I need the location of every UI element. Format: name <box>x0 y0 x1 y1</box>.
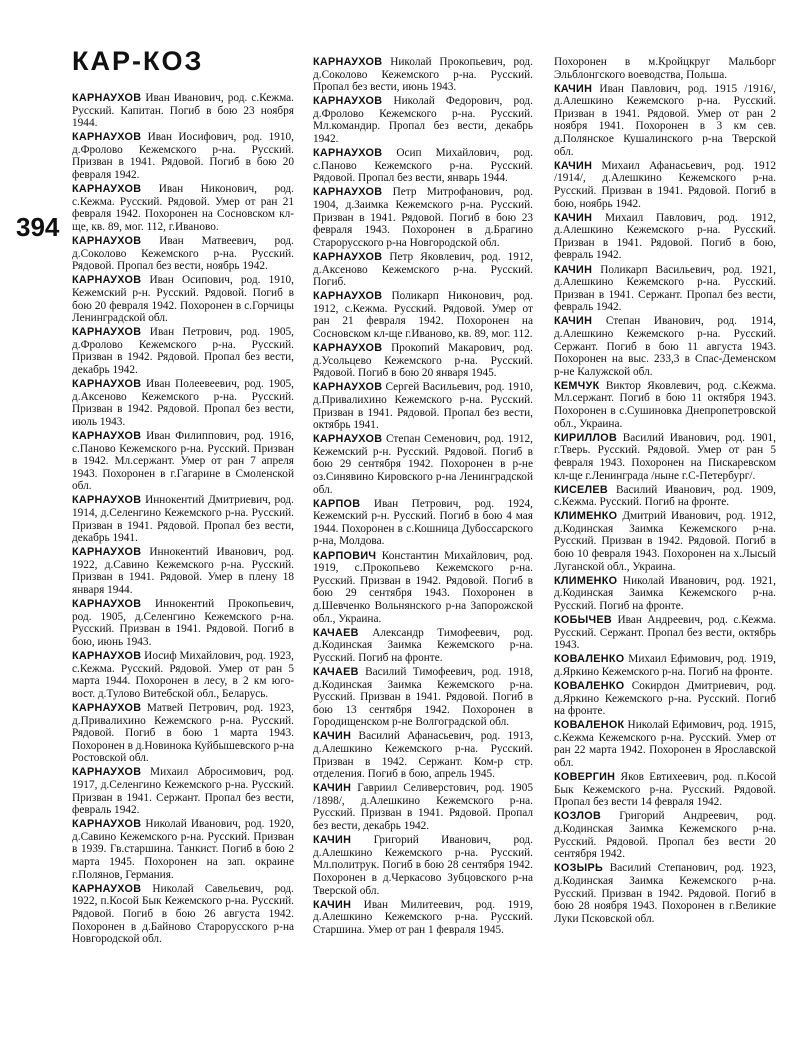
entry-surname: КАЧИН <box>554 211 593 224</box>
entry-text: Иван Матвеевич, род. д.Соколово Кежемского р-на. Русский. Рядовой. Пропал без вести, ноябрь 1942. <box>72 235 294 273</box>
entry-text: Виктор Яковлевич, род. с.Кежма. Мл.сержант. Погиб в бою 11 октября 1943. Похоронен в с.Сушиновка Днепропетровской обл., Украина. <box>554 379 776 430</box>
entry-surname: КАРНАУХОВ <box>72 274 142 287</box>
entry <box>554 719 776 769</box>
entry <box>554 264 776 314</box>
entry <box>313 56 533 94</box>
entry-surname: КАЧИН <box>313 898 352 911</box>
entry <box>313 498 533 548</box>
entry-surname: КАРНАУХОВ <box>313 95 383 108</box>
entry <box>554 380 776 430</box>
entry <box>554 212 776 262</box>
entry-surname: КАЧИН <box>313 782 352 795</box>
entry-surname: КЛИМЕНКО <box>554 510 618 523</box>
entry-text: Осип Михайлович, род. с.Паново Кежемского р-на. Русский. Рядовой. Пропал без вести, январь 1944. <box>313 147 533 185</box>
entry-text: Николай Иванович, род. 1920, д.Савино Кежемского р-на. Русский. Призван в 1939. Гв.старшина. Танкист. Погиб в бою 2 марта 1945. Похоронен на зап. окраине г.Полянов, Германия. <box>72 818 294 881</box>
entry <box>554 810 776 860</box>
entry-text: Василий Степанович, род. 1923, д.Кодинская Заимка Кежемского р-на. Русский. Призван в 1942. Рядовой. Погиб в бою 28 ноября 1943. Похоронен в г.Великие Луки Псковской обл. <box>554 862 776 925</box>
entry-surname: КАРНАУХОВ <box>72 92 142 104</box>
entry <box>72 494 294 544</box>
entry-surname: КОВАЛЕНОК <box>554 719 625 732</box>
entry-surname: КОЗЫРЬ <box>554 862 604 875</box>
entry <box>313 251 533 289</box>
entry-text: Поликарп Никонович, род. 1912, с.Кежма. Русский. Рядовой. Умер от ран 21 февраля 1942. Похоронен на Сосновском кл-ще г.Иваново, кв. 89, мог. 112. <box>313 290 533 340</box>
entry-text: Иннокентий Иванович, род. 1922, д.Савино Кежемского р-на. Русский. Призван в 1941. Рядовой. Умер в плену 18 января 1944. <box>72 546 294 597</box>
entry-surname: КЛИМЕНКО <box>554 574 618 587</box>
entry <box>313 381 533 431</box>
entry <box>72 546 294 596</box>
entry-surname: КАЧИН <box>313 730 352 743</box>
entry <box>313 834 533 897</box>
entry-text: Константин Михайлович, род. 1919, с.Прокопьево Кежемского р-на. Русский. Призван в 1942. Рядовой. Погиб в бою 29 сентября 1943. Похоронен в д.Шевченко Вольнянского р-на Запорожской обл., Украина. <box>313 549 533 625</box>
entry-text: Василий Афанасьевич, род. 1913, д.Алешкино Кежемского р-на. Русский. Призван в 1942. Сержант. Ком-р стр. отделения. Погиб в бою, апрель 1945. <box>313 730 533 781</box>
entry <box>313 782 533 832</box>
entry-surname: КАЧИН <box>554 315 593 328</box>
entry <box>313 433 533 496</box>
entry <box>313 730 533 780</box>
entry-surname: КИСЕЛЕВ <box>554 483 609 496</box>
entry <box>554 432 776 482</box>
entry <box>313 342 533 380</box>
entry-surname: КАРНАУХОВ <box>72 326 142 339</box>
entry-text: Иосиф Михайлович, род. 1923, с.Кежма. Русский. Рядовой. Умер от ран 5 марта 1944. Похоронен в лесу, в 2 км юго-вост. д.Тулово Витебской обл., Беларусь. <box>72 650 294 700</box>
entry-text: Василий Иванович, род. 1909, с.Кежма. Русский. Погиб на фронте. <box>554 483 776 509</box>
entry-text: Степан Семенович, род. 1912, Кежемский р-н. Русский. Рядовой. Погиб в бою 29 сентября 1942. Похоронен в р-не оз.Синявино Кировского р-на Ленинградской обл. <box>313 433 533 496</box>
entry-surname: КИРИЛЛОВ <box>554 431 618 444</box>
entry-surname: КОЗЛОВ <box>554 810 602 823</box>
entry-text: Иван Петрович, род. 1924, Кежемский р-н. Русский. Погиб в бою 4 мая 1944. Похоронен в с.Кошница Дубоссарского р-на, Молдова. <box>313 497 533 548</box>
entry-text: Прокопий Макарович, род. д.Усольцево Кежемского р-на. Русский. Рядовой. Погиб в бою 20 января 1945. <box>313 342 533 380</box>
entry-text: Иван Иванович, род. с.Кежма. Русский. Капитан. Погиб в бою 23 ноября 1944. <box>72 92 294 130</box>
entry-surname: КАРПОВИЧ <box>313 549 377 562</box>
entry-text: Матвей Петрович, род. 1923, д.Привалихино Кежемского р-на. Русский. Рядовой. Погиб в бою 1 марта 1943. Похоронен в д.Новинока Куйбышевского р-на Ростовской обл. <box>72 701 294 765</box>
entry <box>72 766 294 816</box>
entry-surname: КАРНАУХОВ <box>72 378 142 391</box>
entry-text: Поликарп Васильевич, род. 1921, д.Алешкино Кежемского р-на. Русский. Призван в 1941. Сержант. Пропал без вести, февраль 1942. <box>554 263 776 314</box>
entry-surname: КАРНАУХОВ <box>313 186 383 199</box>
entry-text: Иван Никонович, род. с.Кежма. Русский. Рядовой. Умер от ран 21 февраля 1942. Похоронен на Сосновском кл-ще, кв. 89, мог. 112, г.Иваново. <box>72 183 294 233</box>
entry-surname: КАРНАУХОВ <box>313 433 383 446</box>
entry <box>313 627 533 665</box>
entry-text: Григорий Иванович, род. д.Алешкино Кежемского р-на. Русский. Мл.политрук. Погиб в бою 28 сентября 1942. Похоронен в д.Черкасово Зубцовского р-на Тверской обл. <box>313 834 533 897</box>
entry-text: Василий Тимофеевич, род. 1918, д.Кодинская Заимка Кежемского р-на. Русский. Призван в 1941. Рядовой. Погиб в бою 13 сентября 1942. Похоронен в Городищенском р-не Волгоградской обл. <box>313 665 533 729</box>
entry <box>72 818 294 881</box>
entry-surname: КАЧИН <box>554 159 593 172</box>
entry-surname: КОБЫЧЕВ <box>554 614 613 627</box>
entry-text: Сокирдон Дмитриевич, род. д.Яркино Кежемского р-на. Русский. Погиб на фронте. <box>554 680 776 718</box>
entry <box>313 95 533 145</box>
entry-text: Василий Иванович, род. 1901, г.Тверь. Русский. Рядовой. Умер от ран 5 февраля 1943. Похоронен на Пискаревском кл-ще г.Ленинграда /ныне г.С-Петербург/. <box>554 431 776 482</box>
entry <box>72 326 294 376</box>
entry-surname: КАРНАУХОВ <box>313 342 383 355</box>
entry-surname: КАЧАЕВ <box>313 626 359 639</box>
entry <box>313 899 533 937</box>
entry-surname: КАРНАУХОВ <box>72 650 142 663</box>
entry-surname: КОВАЛЕНКО <box>554 680 625 692</box>
entry-surname: КАРНАУХОВ <box>72 818 142 831</box>
entry-text: Николай Ефимович, род. 1915, с.Кежма Кежемского р-на. Русский. Умер от ран 22 марта 1942. Похоронен в Ярославской обл. <box>554 719 776 770</box>
entry-text: Михаил Ефимович, род. 1919, д.Яркино Кежемского р-на. Погиб на фронте. <box>554 653 776 678</box>
entry-surname: КАРНАУХОВ <box>313 147 383 160</box>
entry <box>554 160 776 210</box>
entry-text: Дмитрий Иванович, род. 1912, д.Кодинская Заимка Кежемского р-на. Русский. Призван в 1942. Рядовой. Погиб в бою 10 февраля 1943. Похоронен на х.Лысый Луганской обл., Украина. <box>554 510 776 573</box>
entry-surname: КАРНАУХОВ <box>72 882 142 895</box>
column-2 <box>313 56 533 938</box>
entry-surname: КОВЕРГИН <box>554 771 616 784</box>
page-header: КАР-КОЗ <box>72 46 204 76</box>
entry-text: Иван Филиппович, род. 1916, с.Паново Кежемского р-на. Русский. Призван в 1942. Мл.сержант. Умер от ран 7 апреля 1943. Похоронен в г.Гагарине в Смоленской обл. <box>72 429 294 493</box>
entry-text: Николай Савельевич, род. 1922, п.Косой Бык Кежемского р-на. Русский. Рядовой. Погиб в бою 26 августа 1942. Похоронен в д.Байново Старорусского р-на Новгородской обл. <box>72 882 294 946</box>
entry-text: Иван Петрович, род. 1905, д.Фролово Кежемского р-на. Русский. Призван в 1942. Рядовой. Пропал без вести, декабрь 1942. <box>72 326 294 376</box>
entry-surname: КАРНАУХОВ <box>72 429 142 442</box>
entry <box>313 290 533 340</box>
entry-text: Михаил Павлович, род. 1912, д.Алешкино Кежемского р-на. Русский. Призван в 1941. Рядовой. Погиб в бою, февраль 1942. <box>554 211 776 262</box>
entry <box>72 183 294 233</box>
entry <box>72 702 294 765</box>
entry-surname: КАРНАУХОВ <box>72 131 142 144</box>
entry <box>72 92 294 130</box>
entry-surname: КАЧИН <box>554 82 593 95</box>
entry-surname: КЕМЧУК <box>554 379 600 392</box>
entry <box>313 186 533 249</box>
entry-text: Сергей Васильевич, род. 1910, д.Привалихино Кежемского р-на. Русский. Призван в 1941. Рядовой. Пропал без вести, октябрь 1941. <box>313 381 533 432</box>
entry <box>313 666 533 729</box>
entry <box>554 315 776 378</box>
entry-text: Николай Прокопьевич, род. д.Соколово Кежемского р-на. Русский. Пропал без вести, июнь 1943. <box>313 56 533 94</box>
entry-text: Григорий Андреевич, род. д.Кодинская Заимка Кежемского р-на. Русский. Рядовой. Пропал без вести 20 сентября 1942. <box>554 810 776 861</box>
entry <box>72 274 294 324</box>
entry <box>313 550 533 626</box>
entry <box>554 680 776 718</box>
entry-surname: КАРНАУХОВ <box>313 290 383 303</box>
entry <box>313 147 533 185</box>
entry <box>72 235 294 273</box>
entry-text: Степан Иванович, род. 1914, д.Алешкино Кежемского р-на. Русский. Сержант. Погиб в бою 11 августа 1943. Похоронен на выс. 233,3 в Спас-Деменском р-не Калужской обл. <box>554 315 776 378</box>
entry-surname: КАРПОВ <box>313 497 361 510</box>
entry <box>72 131 294 181</box>
entry-text: Яков Евтихеевич, род. п.Косой Бык Кежемского р-на. Русский. Рядовой. Пропал без вести 14 февраля 1942. <box>554 771 776 809</box>
entry-text: Иван Андреевич, род. с.Кежма. Русский. Сержант. Пропал без вести, октябрь 1943. <box>554 614 776 652</box>
entry <box>72 378 294 428</box>
entry-surname: КАРНАУХОВ <box>313 56 383 68</box>
entry-text: Михаил Афанасьевич, род. 1912 /1914/, д.Алешкино Кежемского р-на. Русский. Призван в 1941. Рядовой. Погиб в бою, ноябрь 1942. <box>554 159 776 210</box>
entry-text: Иван Иосифович, род. 1910, д.Фролово Кежемского р-на. Русский. Призван в 1941. Рядовой. Погиб в бою 20 февраля 1942. <box>72 131 294 182</box>
entry <box>554 575 776 613</box>
entry-surname: КАРНАУХОВ <box>72 546 142 559</box>
entry <box>72 650 294 700</box>
column-1 <box>72 92 294 947</box>
entry-surname: КАРНАУХОВ <box>313 381 383 394</box>
entry-text: Николай Иванович, род. 1921, д.Кодинская Заимка Кежемского р-на. Русский. Погиб на фронте. <box>554 574 776 612</box>
entry-surname: КАРНАУХОВ <box>72 494 142 507</box>
entry-text: Михаил Абросимович, род. 1917, д.Селенгино Кежемского р-на. Русский. Призван в 1941. Сержант. Пропал без вести, февраль 1942. <box>72 766 294 817</box>
entry-text: Иван Павлович, род. 1915 /1916/, д.Алешкино Кежемского р-на. Русский. Призван в 1941. Рядовой. Умер от ран 2 ноября 1941. Похоронен в 3 км сев. д.Полянское Кушалинского р-на Тверской обл. <box>554 82 776 158</box>
entry-text: Похоронен в м.Кройцкруг Мальборг Эльблонгского воеводства, Польша. <box>554 56 776 81</box>
entry <box>554 484 776 509</box>
entry-text: Иван Милитеевич, род. 1919, д.Алешкино Кежемского р-на. Русский. Старшина. Умер от ран 1 февраля 1945. <box>313 898 533 936</box>
entry-text: Иннокентий Дмитриевич, род. 1914, д.Селенгино Кежемского р-на. Русский. Призван в 1941. Рядовой. Пропал без вести, декабрь 1941. <box>72 494 294 545</box>
entry <box>554 653 776 678</box>
entry-surname: КАРНАУХОВ <box>72 701 142 714</box>
entry-surname: КОВАЛЕНКО <box>554 653 625 666</box>
entry <box>72 430 294 493</box>
entry-surname: КАРНАУХОВ <box>72 598 142 611</box>
entry <box>554 510 776 573</box>
entry-surname: КАРНАУХОВ <box>72 183 142 196</box>
entry-text: Иннокентий Прокопьевич, род. 1905, д.Селенгино Кежемского р-на. Русский. Призван в 1941. Рядовой. Погиб в бою, июнь 1943. <box>72 598 294 648</box>
entry-surname: КАРНАУХОВ <box>72 235 142 248</box>
entry-surname: КАРНАУХОВ <box>72 766 142 779</box>
entry-surname: КАЧИН <box>554 263 593 276</box>
entry <box>72 883 294 946</box>
entry-surname: КАЧАЕВ <box>313 665 359 678</box>
entry-text: Иван Полеевеевич, род. 1905, д.Аксеново Кежемского р-на. Русский. Призван в 1942. Рядовой. Пропал без вести, июль 1943. <box>72 378 294 428</box>
entry <box>554 614 776 652</box>
entry <box>554 862 776 925</box>
entry-text: Александр Тимофеевич, род. д.Кодинская Заимка Кежемского р-на. Русский. Погиб на фронте. <box>313 626 533 664</box>
entry-text: Николай Федорович, род. д.Фролово Кежемского р-на. Русский. Мл.командир. Пропал без вести, декабрь 1942. <box>313 95 533 146</box>
column-3 <box>554 56 776 927</box>
entry-text: Петр Митрофанович, род. 1904, д.Заимка Кежемского р-на. Русский. Призван в 1941. Рядовой. Погиб в бою 23 февраля 1943. Похоронен в д.Брагино Старорусского р-на Новгородской обл. <box>313 186 533 249</box>
entry-text: Иван Осипович, род. 1910, Кежемский р-н. Русский. Рядовой. Погиб в бою 20 февраля 1942. Похоронен в с.Горчицы Ленинградской обл. <box>72 274 294 325</box>
entry-text: Петр Яковлевич, род. 1912, д.Аксеново Кежемского р-на. Русский. Погиб. <box>313 250 533 289</box>
entry-surname: КАЧИН <box>313 834 352 847</box>
entry-text: Гавриил Селиверстович, род. 1905 /1898/, д.Алешкино Кежемского р-на. Русский. Призван в 1941. Рядовой. Пропал без вести, декабрь 1942. <box>313 782 533 833</box>
page-number: 394 <box>16 212 60 242</box>
entry <box>554 83 776 159</box>
entry-surname: КАРНАУХОВ <box>313 250 383 263</box>
entry <box>72 598 294 648</box>
entry <box>554 56 776 81</box>
entry <box>554 771 776 809</box>
